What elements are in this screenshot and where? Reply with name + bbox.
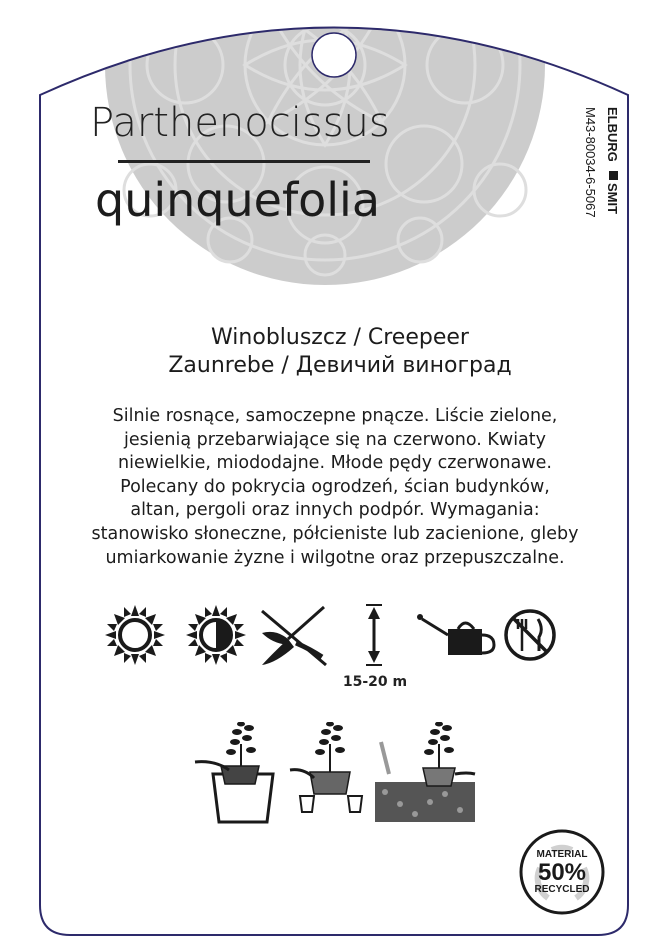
common-name-line: Winobluszcz / Creepeer — [211, 325, 469, 350]
hang-hole — [312, 33, 356, 77]
badge-line3: RECYCLED — [534, 884, 590, 895]
common-names — [120, 324, 560, 380]
genus-name: Parthenocissus — [90, 100, 390, 146]
brand-name-suffix: SMIT — [605, 183, 620, 215]
description-line: niewielkie, miododajne. Młode pędy czerwonawe. — [118, 453, 552, 474]
common-name-line: Zaunrebe / Девичий виноград — [168, 353, 512, 378]
recycled-material-badge — [518, 828, 606, 916]
description-line: stanowisko słoneczne, półcieniste lub zacienione, gleby — [91, 523, 579, 544]
full-sun-icon — [105, 605, 165, 665]
height-label: 15-20 m — [342, 674, 408, 690]
description-line: umiarkowanie żyzne i wilgotne oraz przepuszczalne. — [105, 547, 565, 568]
pruning-shears-icon — [262, 607, 326, 665]
species-name: quinquefolia — [95, 173, 381, 227]
brand-name: ELBURG — [605, 107, 620, 162]
plant-in-soil-icon — [375, 722, 475, 822]
description-line: jesienią przebarwiające się na czerwono. Kwiaty — [123, 429, 547, 450]
title-divider — [118, 160, 370, 163]
not-edible-icon — [506, 611, 554, 659]
bird-diamond-logo-icon — [609, 171, 618, 180]
watering-can-icon — [417, 614, 494, 655]
brand-block — [582, 105, 622, 255]
loosen-roots-icon — [290, 722, 362, 812]
description — [70, 405, 600, 570]
product-code: M43-80034-6-5067 — [583, 107, 598, 218]
description-line: altan, pergoli oraz innych podpór. Wymagania: — [130, 500, 540, 521]
planting-instructions — [190, 722, 490, 827]
description-line: Polecany do pokrycia ogrodzeń, ścian budynków, — [120, 476, 550, 497]
height-arrow-icon — [366, 605, 382, 665]
care-icons — [100, 603, 560, 673]
half-shade-icon — [186, 605, 246, 665]
badge-line2: 50% — [537, 859, 587, 886]
description-line: Silnie rosnące, samoczepne pnącze. Liście zielone, — [112, 406, 558, 426]
remove-pot-icon — [195, 722, 273, 822]
badge-line1: MATERIAL — [536, 849, 588, 860]
